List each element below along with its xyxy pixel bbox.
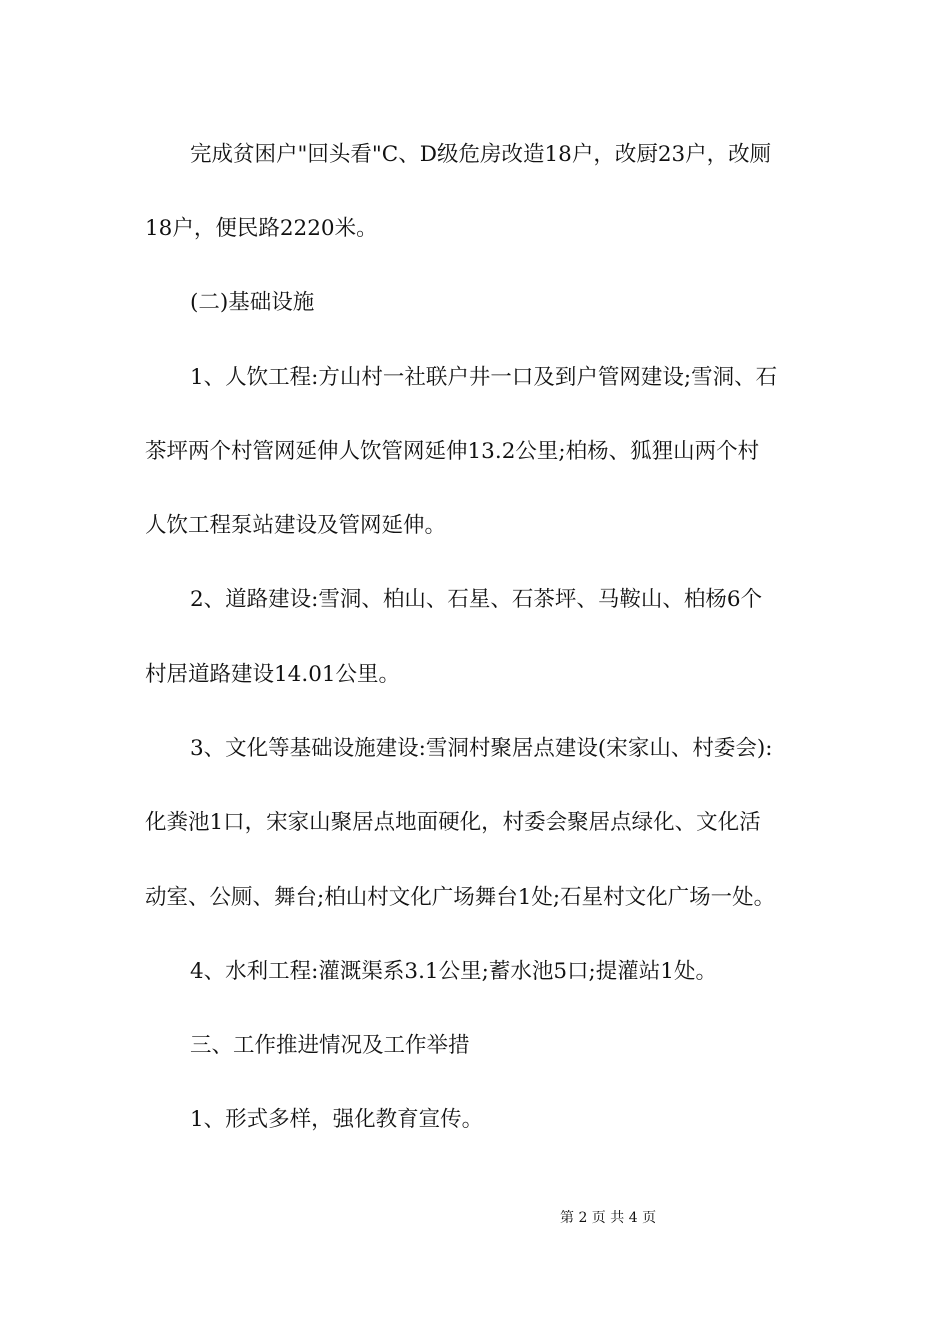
- paragraph-line-1: 完成贫困户"回头看"C、D级危房改造18户，改厨23户，改厕: [190, 142, 772, 167]
- paragraph-line-7: 2、道路建设:雪洞、柏山、石星、石茶坪、马鞍山、柏杨6个: [190, 587, 763, 612]
- paragraph-line-6: 人饮工程泵站建设及管网延伸。: [145, 513, 447, 538]
- paragraph-line-4: 1、人饮工程:方山村一社联户井一口及到户管网建设;雪洞、石: [190, 365, 778, 390]
- paragraph-line-8: 村居道路建设14.01公里。: [145, 662, 401, 687]
- section-heading-work-progress: 三、工作推进情况及工作举措: [190, 1033, 470, 1058]
- paragraph-line-12: 4、水利工程:灌溉渠系3.1公里;蓄水池5口;提灌站1处。: [190, 959, 717, 984]
- section-heading-infrastructure: (二)基础设施: [190, 290, 315, 315]
- paragraph-line-9: 3、文化等基础设施建设:雪洞村聚居点建设(宋家山、村委会):: [190, 736, 773, 761]
- paragraph-line-10: 化粪池1口，宋家山聚居点地面硬化，村委会聚居点绿化、文化活: [145, 810, 761, 835]
- paragraph-line-5: 茶坪两个村管网延伸人饮管网延伸13.2公里;柏杨、狐狸山两个村: [145, 439, 760, 464]
- paragraph-line-2: 18户，便民路2220米。: [145, 216, 378, 241]
- paragraph-line-14: 1、形式多样，强化教育宣传。: [190, 1107, 484, 1132]
- page-number-footer: 第 2 页 共 4 页: [560, 1210, 657, 1226]
- paragraph-line-11: 动室、公厕、舞台;柏山村文化广场舞台1处;石星村文化广场一处。: [145, 885, 776, 910]
